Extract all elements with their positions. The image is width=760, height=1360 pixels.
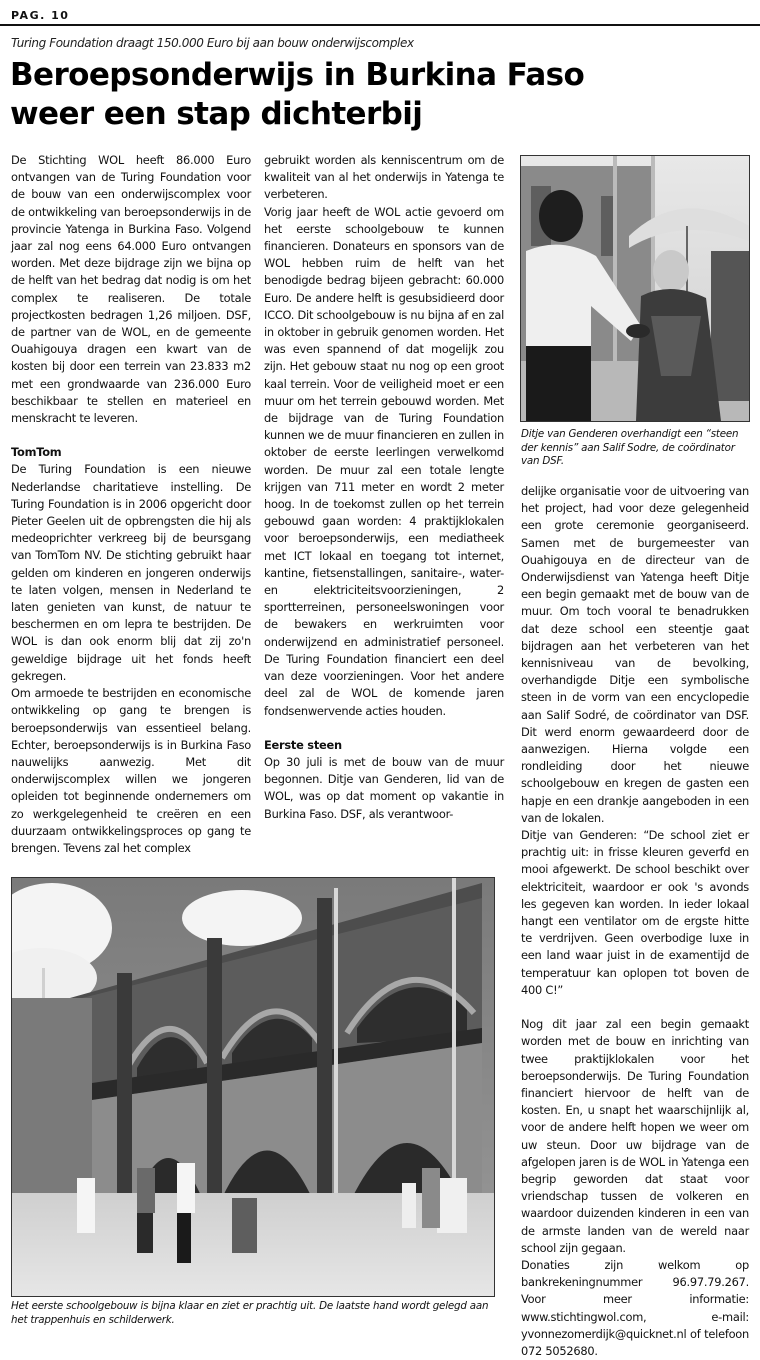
kicker: Turing Foundation draagt 150.000 Euro bij aan bouw onderwijscomplex	[11, 36, 414, 50]
paragraph: Vorig jaar heeft de WOL actie gevoerd om het eerste schoolgebouw te kunnen financieren. Donateurs en sponsors van de WOL hebben ruim de helft van het benodigde bedrag bijeen gebracht: 60.000 Euro. De andere helft is gesubsidieerd door ICCO. Dit schoolgebouw is nu bijna af en zal in oktober in gebruik genomen worden. Het was even spannend of dat mogelijk zou zijn. Het gebouw staat nu nog op een groot kaal terrein. Voor de veiligheid moet er een muur om het terrein gebouwd worden. Met de bijdrage van de Turing Foundation kunnen we de muur financieren en zullen in oktober de eerste leerlingen verwelkomd worden. De muur zal een totale lengte krijgen van 711 meter en wordt 2 meter hoog. In de toekomst zullen op het terrein gebouwd gaan worden: 4 praktijklokalen voor beroepsonderwijs, een mediatheek met ICT lokaal en toegang tot internet, kantine, fietsenstallingen, sanitaire-, water- en elektriciteitsvoorzieningen, 2 sportterreinen, personeelswoningen voor de bewakers en werkruimten voor onderwijzend en administratief personeel. De Turing Foundation financiert een deel van deze voorzieningen. Voor het andere deel zal de WOL de komende jaren fondsenwervende acties houden.	[264, 204, 504, 718]
contact-paragraph: Donaties zijn welkom op bankrekeningnummer 96.97.79.267. Voor meer informatie: www.stichtingwol.com, e-mail: yvonnezomerdijk@quicknet.nl of telefoon 072 5052680.	[521, 1257, 749, 1358]
handover-photo	[520, 155, 750, 422]
subhead-eerste-steen: Eerste steen	[264, 737, 342, 752]
school-building-photo-caption: Het eerste schoolgebouw is bijna klaar en ziet er prachtig uit. De laatste hand wordt gelegd aan het trappenhuis en schilderwerk.	[11, 1300, 489, 1326]
quote-paragraph: Ditje van Genderen: “De school ziet er prachtig uit: in frisse kleuren geverfd en mooi afgewerkt. De school beschikt over elektriciteit, waardoor er ook 's avonds les gegeven kan worden. In ieder lokaal hangt een ventilator om de ergste hitte te verdrijven. Geen overbodige luxe in een land waar juist in de examentijd de temperatuur kan oplopen tot boven de 400 C!”	[521, 828, 749, 997]
subhead-tomtom: TomTom	[11, 445, 62, 460]
paragraph: Om armoede te bestrijden en economische ontwikkeling op gang te brengen is beroepsonderwijs van essentieel belang. Echter, beroepsonderwijs is in Burkina Faso nauwelijks aanwezig. Met dit onderwijscomplex willen we jongeren opleiden tot beginnende ondernemers om zo werkgelegenheid te creëren en een duurzaam ontwikkelingsproces op gang te brengen. Tevens zal het complex	[11, 686, 251, 855]
paragraph: gebruikt worden als kenniscentrum om de kwaliteit van al het onderwijs in Yatenga te verbeteren.	[264, 153, 504, 202]
handover-photo-caption: Ditje van Genderen overhandigt een “steen der kennis” aan Salif Sodre, de coördinator van DSF.	[521, 428, 739, 467]
header-rule	[0, 24, 760, 26]
handover-photo-image	[521, 156, 749, 421]
page-number: PAG. 10	[11, 9, 70, 22]
headline-line-2: weer een stap dichterbij	[10, 96, 423, 132]
intro-paragraph: De Stichting WOL heeft 86.000 Euro ontvangen van de Turing Foundation voor de bouw van een onderwijscomplex voor de ontwikkeling van beroepsonderwijs in de provincie Yatenga in Burkina Faso. Volgend jaar zal nog eens 64.000 Euro ontvangen worden. Met deze bijdrage zijn we bijna op de helft van het bedrag dat nodig is om het complex te realiseren. De totale projectkosten bedragen 1,26 miljoen. DSF, de partner van de WOL, en de gemeente Ouahigouya dragen een kwart van de kosten bij door een terrein van 23.833 m2 met een grondwaarde van 236.000 Euro beschikbaar te stellen en materieel en menskracht te leveren.	[11, 153, 251, 426]
column-3	[521, 483, 749, 1360]
headline	[10, 56, 584, 134]
school-building-photo	[11, 877, 495, 1297]
headline-line-1: Beroepsonderwijs in Burkina Faso	[10, 57, 585, 93]
school-building-photo-image	[12, 878, 494, 1296]
paragraph: Nog dit jaar zal een begin gemaakt worden met de bouw en inrichting van twee praktijklokalen voor het beroepsonderwijs. De Turing Foundation financiert hiervoor de helft van de kosten. En, u snapt het waarschijnlijk al, voor de andere helft hopen we weer om uw steun. Door uw bijdrage van de afgelopen jaren is de WOL in Yatenga een begrip geworden dat staat voor vriendschap tussen de volkeren en waardoor duizenden kinderen in een van de armste landen van de wereld naar school zijn gegaan.	[521, 1017, 749, 1255]
paragraph: Op 30 juli is met de bouw van de muur begonnen. Ditje van Genderen, lid van de WOL, was op dat moment op vakantie in Burkina Faso. DSF, als verantwoor-	[264, 754, 504, 821]
paragraph: delijke organisatie voor de uitvoering van het project, had voor deze gelegenheid een grote ceremonie georganiseerd. Samen met de burgemeester van Ouahigouya en de directeur van de Onderwijsdienst van Yatenga heeft Ditje een begin gemaakt met de bouw van de muur. Om toch vooral te benadrukken dat deze school een steentje gaat bijdragen aan het verbeteren van het kennisniveau van de bevolking, overhandigde Ditje een symbolische steen in de vorm van een encyclopedie aan Salif Sodré, de coördinator van DSF. Dit werd enorm gewaardeerd door de aanwezigen. Hierna volgde een rondleiding door het nieuwe schoolgebouw en kregen de gasten een hapje en een drankje aangeboden in een van de lokalen.	[521, 484, 749, 825]
column-2	[264, 152, 504, 823]
column-1	[11, 152, 251, 857]
paragraph: De Turing Foundation is een nieuwe Nederlandse charitatieve instelling. De Turing Foundation is in 2006 opgericht door Pieter Geelen uit de opbrengsten die hij als medeoprichter verkreeg bij de beursgang van TomTom NV. De stichting gebruikt haar gelden om kinderen en jongeren onderwijs te laten volgen, mensen in Nederland te laten genieten van kunst, de natuur te beschermen en om lepra te bestrijden. De WOL is dan ook enorm blij dat zij zo'n geweldige bijdrage uit het fonds heeft gekregen.	[11, 462, 251, 683]
